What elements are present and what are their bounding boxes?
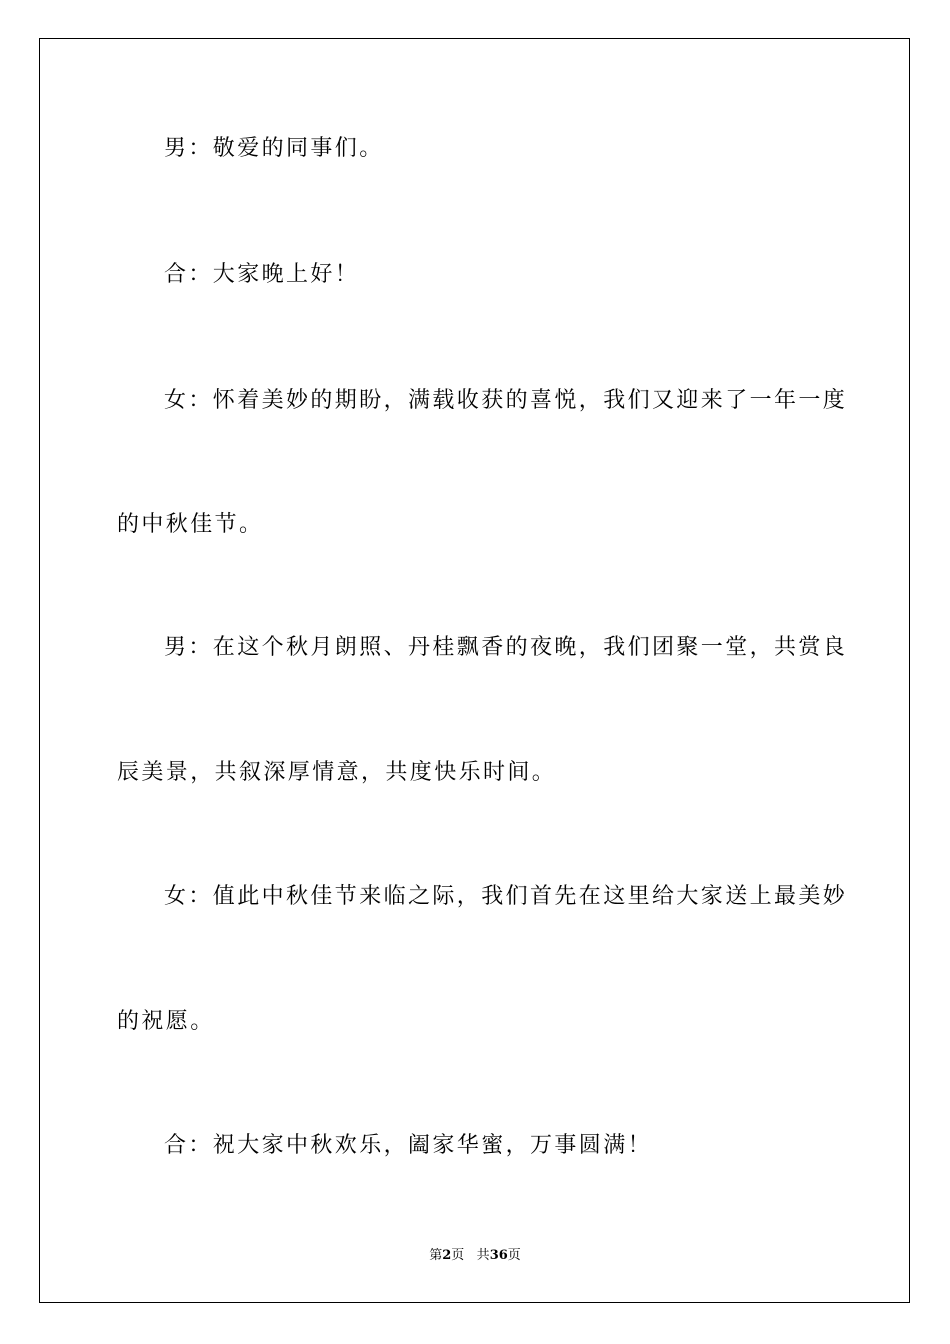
text-line: 的中秋佳节。 (117, 512, 264, 537)
total-prefix: 共 (476, 1248, 490, 1263)
page-prefix: 第 (429, 1248, 443, 1263)
page-number: 2 (442, 1248, 452, 1263)
page-frame (39, 38, 910, 1303)
page-footer (0, 1246, 950, 1266)
text-line: 合：祝大家中秋欢乐，阖家华蜜，万事圆满！ (164, 1133, 653, 1158)
text-line: 女：值此中秋佳节来临之际，我们首先在这里给大家送上最美妙 (164, 884, 848, 909)
page-suffix: 页 (451, 1248, 465, 1263)
text-line: 辰美景，共叙深厚情意，共度快乐时间。 (117, 760, 557, 785)
text-line: 女：怀着美妙的期盼，满载收获的喜悦，我们又迎来了一年一度 (164, 388, 848, 413)
total-pages: 36 (489, 1248, 508, 1263)
text-line: 合：大家晚上好！ (164, 262, 360, 287)
text-line: 男：敬爱的同事们。 (164, 136, 384, 161)
text-line: 的祝愿。 (117, 1009, 215, 1034)
total-suffix: 页 (507, 1248, 521, 1263)
text-line: 男：在这个秋月朗照、丹桂飘香的夜晚，我们团聚一堂，共赏良 (164, 635, 848, 660)
